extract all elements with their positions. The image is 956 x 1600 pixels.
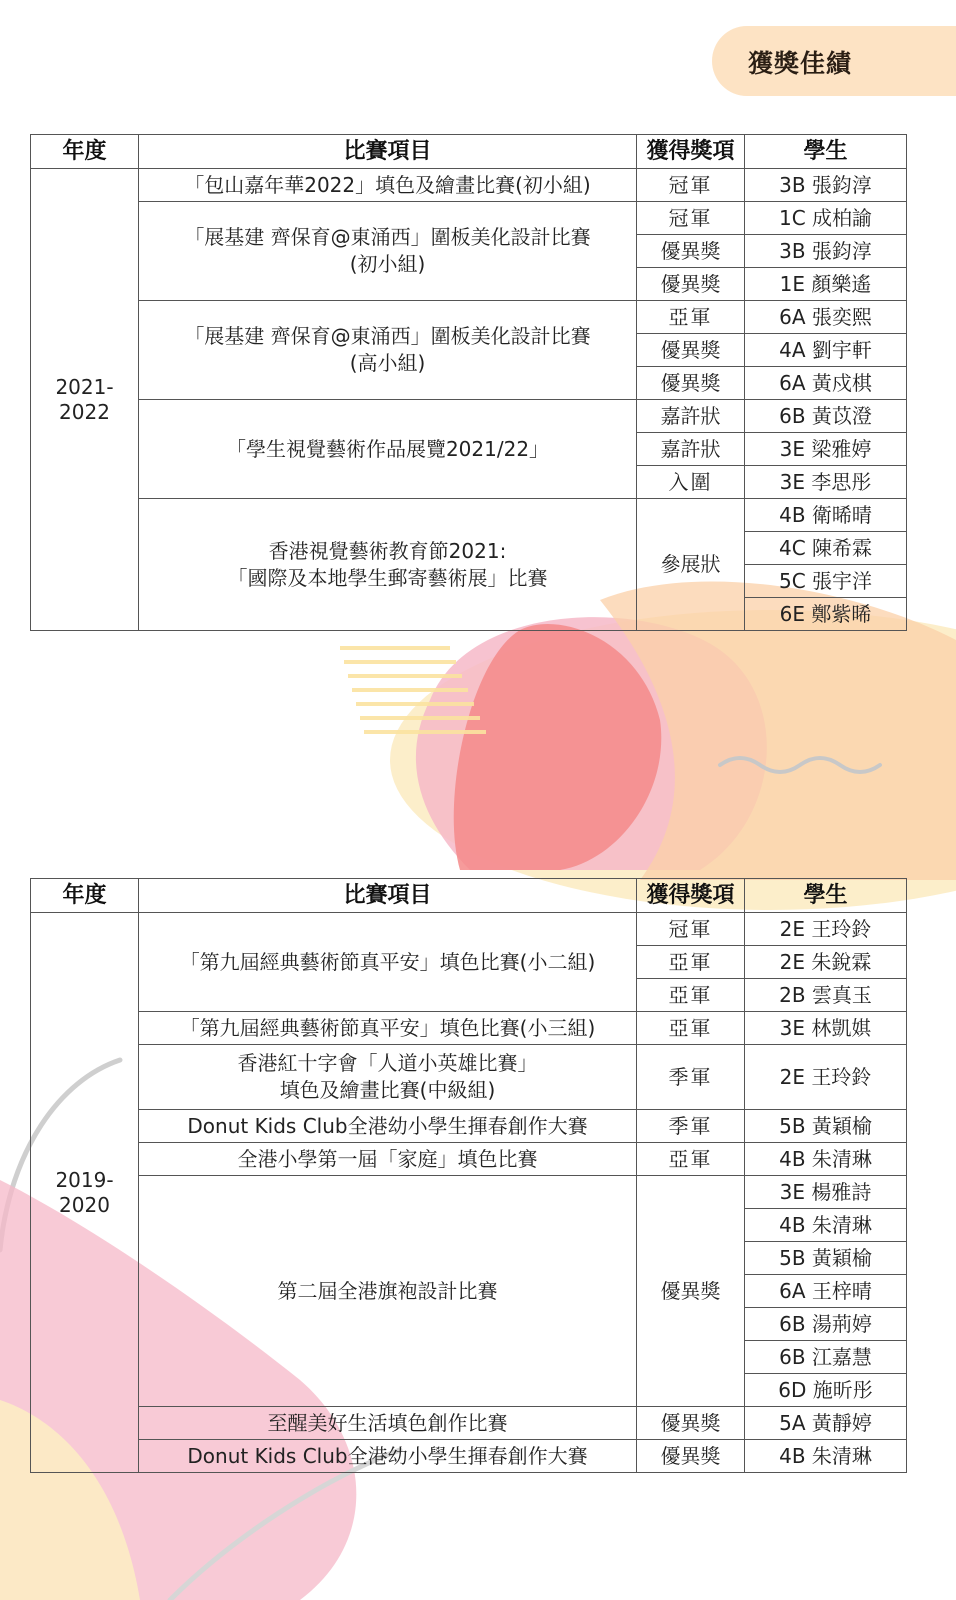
student-cell: 4B 朱清琳 <box>745 1143 907 1176</box>
table-row <box>31 301 907 334</box>
student-cell: 2E 王玲鈴 <box>745 913 907 946</box>
student-cell: 1C 成柏諭 <box>745 202 907 235</box>
table-row <box>31 202 907 235</box>
competition-cell: 至醒美好生活填色創作比賽 <box>139 1407 637 1440</box>
student-cell: 6B 湯荊婷 <box>745 1308 907 1341</box>
student-cell: 2E 王玲鈴 <box>745 1045 907 1110</box>
student-cell: 6B 黃苡澄 <box>745 400 907 433</box>
award-cell: 亞軍 <box>637 1012 745 1045</box>
student-cell: 2B 雲真玉 <box>745 979 907 1012</box>
student-cell: 4A 劉宇軒 <box>745 334 907 367</box>
student-cell: 5B 黃穎榆 <box>745 1242 907 1275</box>
student-cell: 3B 張鈞淳 <box>745 235 907 268</box>
student-cell: 6A 張奕熙 <box>745 301 907 334</box>
awards-table-2019-2020 <box>30 878 907 1473</box>
header-competition: 比賽項目 <box>139 879 637 913</box>
award-cell: 季軍 <box>637 1045 745 1110</box>
award-cell: 優異獎 <box>637 235 745 268</box>
award-cell: 亞軍 <box>637 979 745 1012</box>
award-cell: 季軍 <box>637 1110 745 1143</box>
student-cell: 4B 朱清琳 <box>745 1209 907 1242</box>
header-year: 年度 <box>31 879 139 913</box>
table-header-row <box>31 135 907 169</box>
award-cell: 亞軍 <box>637 946 745 979</box>
header-student: 學生 <box>745 879 907 913</box>
competition-cell: 第二屆全港旗袍設計比賽 <box>139 1176 637 1407</box>
table-row <box>31 169 907 202</box>
table-row <box>31 499 907 532</box>
header-student: 學生 <box>745 135 907 169</box>
student-cell: 6A 黃戍棋 <box>745 367 907 400</box>
student-cell: 1E 顏樂遙 <box>745 268 907 301</box>
table-row <box>31 1440 907 1473</box>
competition-cell: Donut Kids Club全港幼小學生揮春創作大賽 <box>139 1440 637 1473</box>
year-cell: 2019- 2020 <box>31 913 139 1473</box>
student-cell: 4B 衛晞晴 <box>745 499 907 532</box>
student-cell: 6D 施昕彤 <box>745 1374 907 1407</box>
student-cell: 6E 鄭紫晞 <box>745 598 907 631</box>
title-badge <box>712 26 956 96</box>
student-cell: 4B 朱清琳 <box>745 1440 907 1473</box>
student-cell: 5A 黃靜婷 <box>745 1407 907 1440</box>
student-cell: 5C 張宇洋 <box>745 565 907 598</box>
page-title: 獲獎佳績 <box>748 49 853 78</box>
table-row <box>31 1407 907 1440</box>
award-cell: 優異獎 <box>637 1176 745 1407</box>
student-cell: 3E 林凱娸 <box>745 1012 907 1045</box>
table-row <box>31 913 907 946</box>
competition-cell: 「學生視覺藝術作品展覽2021/22」 <box>139 400 637 499</box>
award-cell: 優異獎 <box>637 1407 745 1440</box>
award-cell: 亞軍 <box>637 1143 745 1176</box>
awards-table-2021-2022 <box>30 134 907 631</box>
award-cell: 參展狀 <box>637 499 745 631</box>
competition-cell: 「包山嘉年華2022」填色及繪畫比賽(初小組) <box>139 169 637 202</box>
header-award: 獲得獎項 <box>637 135 745 169</box>
award-cell: 嘉許狀 <box>637 400 745 433</box>
competition-cell: 香港視覺藝術教育節2021: 「國際及本地學生郵寄藝術展」比賽 <box>139 499 637 631</box>
table-row <box>31 1176 907 1209</box>
award-cell: 冠軍 <box>637 202 745 235</box>
header-year: 年度 <box>31 135 139 169</box>
header-competition: 比賽項目 <box>139 135 637 169</box>
table-header-row <box>31 879 907 913</box>
competition-cell: 「第九屆經典藝術節真平安」填色比賽(小三組) <box>139 1012 637 1045</box>
table-row <box>31 400 907 433</box>
competition-cell: 「第九屆經典藝術節真平安」填色比賽(小二組) <box>139 913 637 1012</box>
award-cell: 優異獎 <box>637 367 745 400</box>
competition-cell: 香港紅十字會「人道小英雄比賽」 填色及繪畫比賽(中級組) <box>139 1045 637 1110</box>
student-cell: 3E 楊雅詩 <box>745 1176 907 1209</box>
award-cell: 優異獎 <box>637 1440 745 1473</box>
student-cell: 6A 王梓晴 <box>745 1275 907 1308</box>
student-cell: 3B 張鈞淳 <box>745 169 907 202</box>
table-row <box>31 1110 907 1143</box>
student-cell: 6B 江嘉慧 <box>745 1341 907 1374</box>
competition-cell: 「展基建 齊保育@東涌西」圍板美化設計比賽 (高小組) <box>139 301 637 400</box>
student-cell: 2E 朱銳霖 <box>745 946 907 979</box>
table-row <box>31 1012 907 1045</box>
competition-cell: Donut Kids Club全港幼小學生揮春創作大賽 <box>139 1110 637 1143</box>
award-cell: 冠軍 <box>637 169 745 202</box>
table-row <box>31 1143 907 1176</box>
award-cell: 亞軍 <box>637 301 745 334</box>
header-award: 獲得獎項 <box>637 879 745 913</box>
student-cell: 3E 李思彤 <box>745 466 907 499</box>
student-cell: 3E 梁雅婷 <box>745 433 907 466</box>
student-cell: 4C 陳希霖 <box>745 532 907 565</box>
award-cell: 嘉許狀 <box>637 433 745 466</box>
student-cell: 5B 黃穎榆 <box>745 1110 907 1143</box>
competition-cell: 全港小學第一屆「家庭」填色比賽 <box>139 1143 637 1176</box>
table-row <box>31 1045 907 1110</box>
award-cell: 優異獎 <box>637 268 745 301</box>
award-cell: 冠軍 <box>637 913 745 946</box>
award-cell: 優異獎 <box>637 334 745 367</box>
year-cell: 2021- 2022 <box>31 169 139 631</box>
competition-cell: 「展基建 齊保育@東涌西」圍板美化設計比賽 (初小組) <box>139 202 637 301</box>
award-cell: 入圍 <box>637 466 745 499</box>
